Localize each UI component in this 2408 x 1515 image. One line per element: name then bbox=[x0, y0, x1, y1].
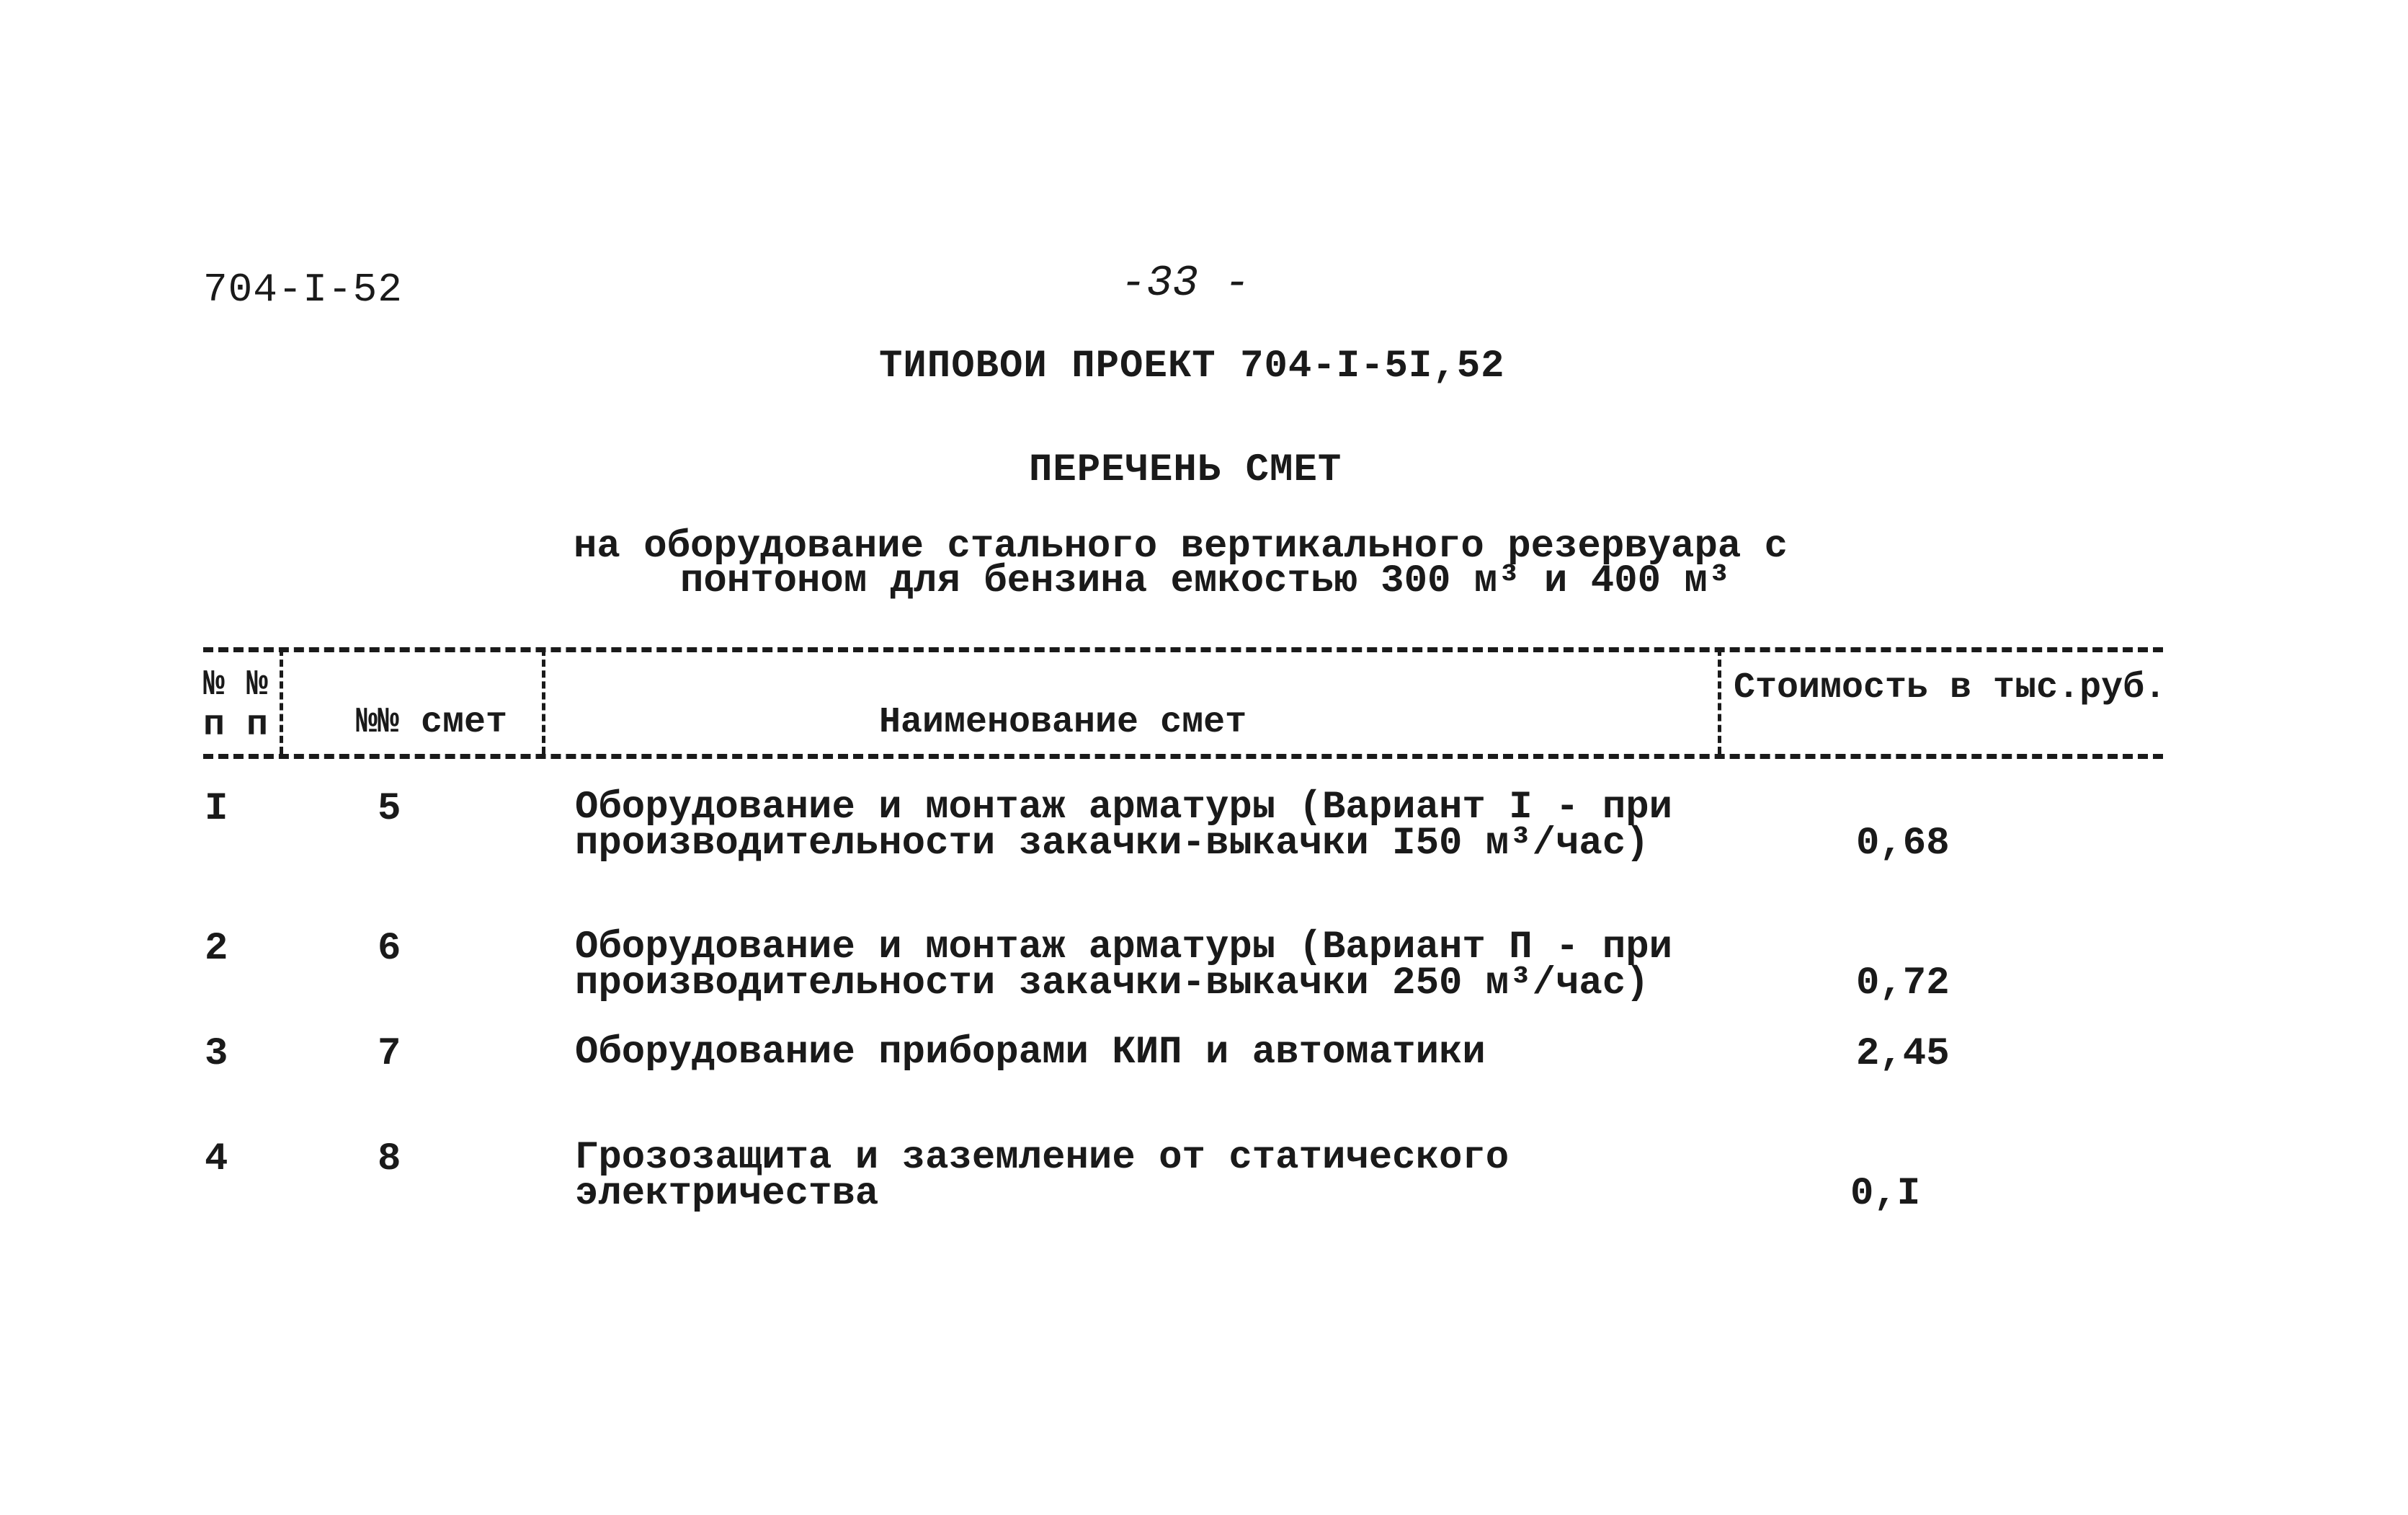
row-3-number: 3 bbox=[205, 1032, 228, 1076]
column-divider-1 bbox=[280, 649, 283, 754]
row-4-name-line-1: Грозозащита и заземление от статического bbox=[575, 1136, 1510, 1180]
header-row-number-top: № № bbox=[203, 665, 269, 706]
header-estimate-name: Наименование смет bbox=[879, 702, 1247, 743]
column-divider-2 bbox=[542, 649, 545, 754]
row-1-name bbox=[575, 786, 1673, 866]
column-divider-3 bbox=[1718, 649, 1721, 754]
row-4-number: 4 bbox=[205, 1137, 228, 1181]
row-3-name bbox=[575, 1031, 1486, 1075]
subtitle-line-2: понтоном для бензина емкостью 300 м³ и 400 м³ bbox=[680, 559, 1731, 603]
project-title: ТИПОВОИ ПРОЕКТ 704-I-5I,52 bbox=[879, 345, 1505, 388]
row-3-name-line-1: Оборудование приборами КИП и автоматики bbox=[575, 1031, 1486, 1075]
row-4-name-line-2: электричества bbox=[575, 1172, 879, 1216]
header-cost: Стоимость в тыс.руб. bbox=[1734, 667, 2167, 708]
table-top-rule bbox=[203, 647, 2163, 652]
row-1-estimate: 5 bbox=[378, 787, 401, 831]
document-code: 704-I-52 bbox=[203, 267, 403, 313]
row-4-cost: 0,I bbox=[1850, 1172, 1921, 1216]
row-4-name bbox=[575, 1136, 1510, 1216]
row-1-name-line-1: Оборудование и монтаж арматуры (Вариант I - при bbox=[575, 786, 1673, 830]
row-2-name-line-1: Оборудование и монтаж арматуры (Вариант П - при bbox=[575, 925, 1673, 969]
row-2-name bbox=[575, 925, 1673, 1005]
table-header-rule bbox=[203, 754, 2163, 759]
row-3-estimate: 7 bbox=[378, 1032, 401, 1076]
row-2-number: 2 bbox=[205, 927, 228, 971]
header-estimate-number: №№ смет bbox=[356, 702, 508, 743]
row-3-cost: 2,45 bbox=[1856, 1032, 1950, 1076]
page-number: -33 - bbox=[1120, 259, 1251, 308]
row-1-number: I bbox=[205, 787, 228, 831]
row-2-name-line-2: производительности закачки-выкачки 250 м³/час) bbox=[575, 961, 1649, 1005]
header-row-number-bottom: п п bbox=[203, 705, 269, 746]
list-title: ПЕРЕЧЕНЬ СМЕТ bbox=[1029, 448, 1342, 492]
row-4-estimate: 8 bbox=[378, 1137, 401, 1181]
row-2-cost: 0,72 bbox=[1856, 961, 1950, 1005]
subtitle-line-1: на оборудование стального вертикального резервуара с bbox=[574, 525, 1788, 569]
row-1-cost: 0,68 bbox=[1856, 822, 1950, 866]
row-2-estimate: 6 bbox=[378, 927, 401, 971]
row-1-name-line-2: производительности закачки-выкачки I50 м³/час) bbox=[575, 822, 1649, 866]
